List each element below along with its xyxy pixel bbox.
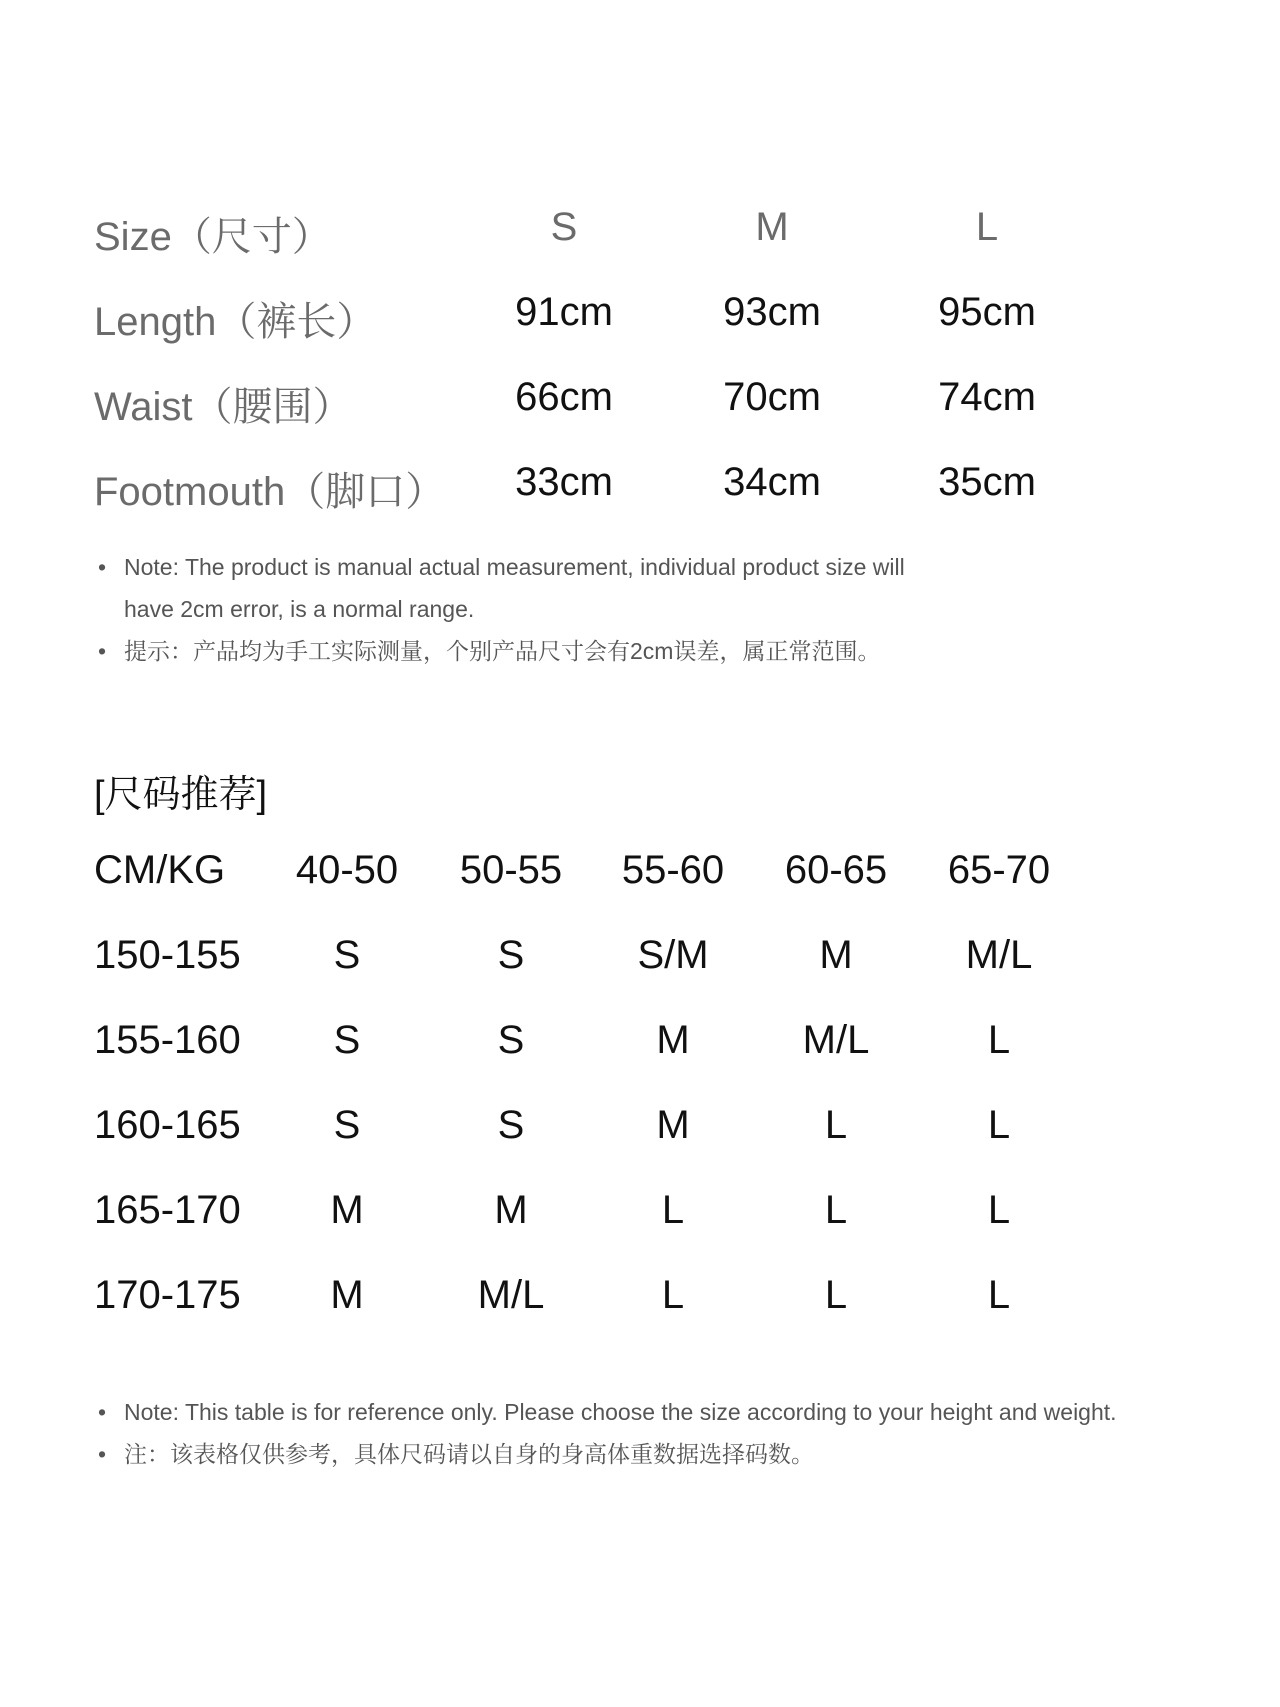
- measurement-header-row: [94, 205, 1194, 290]
- weight-header: 60-65: [784, 848, 888, 892]
- size-cell: M: [330, 1273, 364, 1317]
- note-text: 注：该表格仅供参考，具体尺码请以自身的身高体重数据选择码数。: [124, 1441, 814, 1467]
- height-label: 150-155: [94, 933, 241, 977]
- height-label: 165-170: [94, 1188, 241, 1232]
- size-cell: L: [987, 1103, 1011, 1147]
- size-cell: M/L: [965, 933, 1033, 977]
- size-s-header: S: [550, 205, 578, 249]
- size-cell: S: [497, 933, 525, 977]
- footmouth-m-value: 34cm: [723, 460, 821, 504]
- measurement-table: [94, 205, 1194, 545]
- weight-header: 50-55: [459, 848, 563, 892]
- weight-header: 40-50: [295, 848, 399, 892]
- measurement-notes: [98, 546, 1258, 672]
- bullet-dot: •: [98, 638, 107, 664]
- size-cell: M: [330, 1188, 364, 1232]
- size-l-header: L: [975, 205, 999, 249]
- recommendation-header-row: [94, 848, 1194, 933]
- size-cell: S: [333, 1103, 361, 1147]
- size-cell: M: [656, 1103, 690, 1147]
- waist-row: [94, 375, 1194, 460]
- note-text: 提示：产品均为手工实际测量，个别产品尺寸会有2cm误差，属正常范围。: [124, 638, 881, 664]
- size-cell: M/L: [477, 1273, 545, 1317]
- bullet-dot: •: [98, 554, 107, 580]
- size-cell: L: [824, 1188, 848, 1232]
- table-row: [94, 1103, 1194, 1188]
- footmouth-row: [94, 460, 1194, 545]
- size-cell: L: [661, 1188, 685, 1232]
- footmouth-s-value: 33cm: [515, 460, 613, 504]
- note-text: Note: The product is manual actual measurement, individual product size will have 2cm error, is a normal range.: [124, 554, 905, 622]
- waist-s-value: 66cm: [515, 375, 613, 419]
- weight-header: 65-70: [947, 848, 1051, 892]
- size-cell: S: [497, 1018, 525, 1062]
- length-l-value: 95cm: [938, 290, 1036, 334]
- height-label: 155-160: [94, 1018, 241, 1062]
- reference-notes: [98, 1391, 1258, 1475]
- size-cell: S/M: [637, 933, 709, 977]
- length-label: Length（裤长）: [94, 300, 377, 344]
- size-cell: M: [656, 1018, 690, 1062]
- waist-m-value: 70cm: [723, 375, 821, 419]
- note-item: [98, 546, 944, 630]
- table-row: [94, 1188, 1194, 1273]
- table-row: [94, 933, 1194, 1018]
- size-cell: S: [333, 1018, 361, 1062]
- note-text: Note: This table is for reference only. Please choose the size according to your height and weight.: [124, 1399, 1117, 1425]
- length-s-value: 91cm: [515, 290, 613, 334]
- size-m-header: M: [755, 205, 789, 249]
- length-m-value: 93cm: [723, 290, 821, 334]
- height-label: 170-175: [94, 1273, 241, 1317]
- size-cell: M: [494, 1188, 528, 1232]
- cm-kg-header: CM/KG: [94, 848, 226, 892]
- size-cell: L: [987, 1273, 1011, 1317]
- size-cell: L: [824, 1103, 848, 1147]
- waist-l-value: 74cm: [938, 375, 1036, 419]
- height-label: 160-165: [94, 1103, 241, 1147]
- size-cell: L: [987, 1188, 1011, 1232]
- size-cell: S: [333, 933, 361, 977]
- table-row: [94, 1018, 1194, 1103]
- note-item: [98, 1391, 1258, 1433]
- size-header-label: Size（尺寸）: [94, 215, 332, 259]
- recommendation-title: [尺码推荐]: [94, 774, 268, 816]
- size-cell: S: [497, 1103, 525, 1147]
- footmouth-l-value: 35cm: [938, 460, 1036, 504]
- size-cell: M/L: [802, 1018, 870, 1062]
- bullet-dot: •: [98, 1441, 107, 1467]
- size-cell: M: [819, 933, 853, 977]
- footmouth-label: Footmouth（脚口）: [94, 470, 446, 514]
- note-item: [98, 630, 1258, 672]
- weight-header: 55-60: [621, 848, 725, 892]
- length-row: [94, 290, 1194, 375]
- size-cell: L: [661, 1273, 685, 1317]
- size-recommendation-table: [94, 848, 1194, 1358]
- size-cell: L: [987, 1018, 1011, 1062]
- table-row: [94, 1273, 1194, 1358]
- note-item: [98, 1433, 1258, 1475]
- waist-label: Waist（腰围）: [94, 385, 353, 429]
- bullet-dot: •: [98, 1399, 107, 1425]
- size-cell: L: [824, 1273, 848, 1317]
